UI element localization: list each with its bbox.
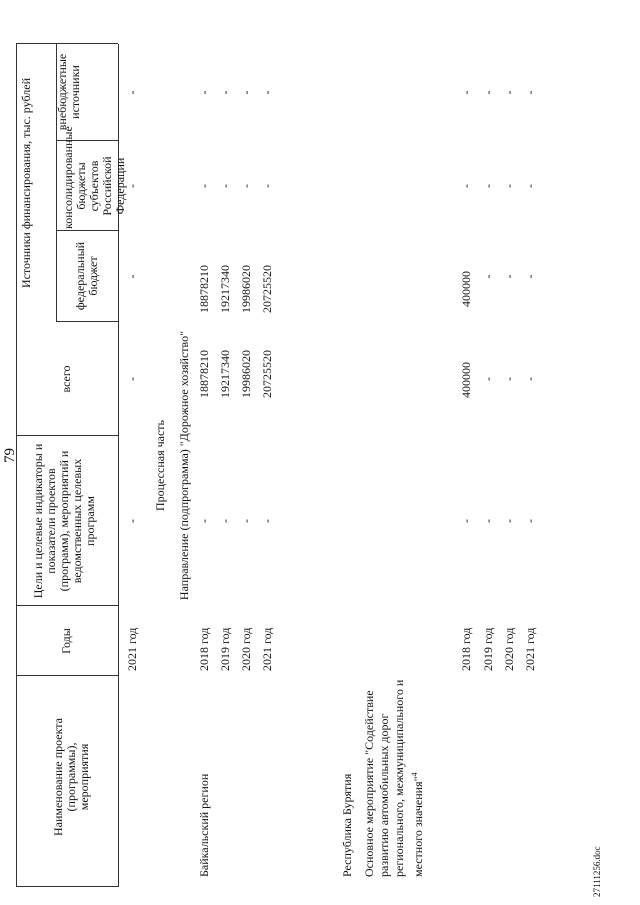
header-name: Наименование проекта (программы), мероприятия <box>51 717 91 837</box>
baikal-goals-2020: - <box>239 519 253 523</box>
buryatia-extra-2019: - <box>481 90 495 95</box>
baikal-total-2020: 19986020 <box>239 350 253 398</box>
header-regional: консолидированные бюджеты субъектов Российской Федерации <box>61 126 127 229</box>
buryatia-goals-2020: - <box>502 519 516 523</box>
baikal-federal-2019: 19217340 <box>218 265 232 313</box>
top-row-total: - <box>125 377 139 381</box>
baikal-regional-2020: - <box>239 184 253 188</box>
footnote-marker: 4 <box>410 772 419 777</box>
header-extra: внебюджетные источники <box>55 53 82 131</box>
baikal-extra-2018: - <box>197 90 211 95</box>
buryatia-year-2020: 2020 год <box>502 627 516 671</box>
baikal-goals-2021: - <box>260 519 274 523</box>
baikal-year-2020: 2020 год <box>239 627 253 671</box>
buryatia-federal-2021: - <box>523 274 537 279</box>
page-number: 79 <box>2 448 18 463</box>
buryatia-year-2021: 2021 год <box>523 627 537 671</box>
col-divider-federal <box>56 230 118 231</box>
footer-doc-id: 27111256.doc <box>592 846 602 897</box>
buryatia-federal-2019: - <box>481 274 495 279</box>
buryatia-total-2021: - <box>523 377 537 381</box>
buryatia-goals-2019: - <box>481 519 495 523</box>
buryatia-year-2019: 2019 год <box>481 627 495 671</box>
buryatia-extra-2021: - <box>523 90 537 95</box>
buryatia-total-2020: - <box>502 377 516 381</box>
buryatia-goals-2018: - <box>459 519 473 523</box>
buryatia-regional-2019: - <box>481 184 495 188</box>
baikal-total-2021: 20725520 <box>260 350 274 398</box>
buryatia-total-2018: 400000 <box>459 362 473 398</box>
funding-table <box>16 44 616 887</box>
baikal-regional-2021: - <box>260 184 274 188</box>
baikal-federal-2021: 20725520 <box>260 265 274 313</box>
buryatia-measure <box>362 677 426 877</box>
section-process: Процессная часть <box>153 419 167 512</box>
header-federal: федеральный бюджет <box>73 241 100 311</box>
baikal-year-2021: 2021 год <box>260 627 274 671</box>
top-row-federal: - <box>125 274 139 279</box>
baikal-federal-2020: 19986020 <box>239 265 253 313</box>
header-goals: Цели и целевые индикаторы и показатели проектов (программ), мероприятий и ведомственных целевых программ <box>31 443 97 599</box>
buryatia-extra-2018: - <box>459 90 473 95</box>
header-funding: Источники финансирования, тыс. рублей <box>19 77 33 289</box>
buryatia-regional-2018: - <box>459 184 473 188</box>
baikal-year-2018: 2018 год <box>197 627 211 671</box>
buryatia-extra-2020: - <box>502 90 516 95</box>
baikal-year-2019: 2019 год <box>218 627 232 671</box>
baikal-total-2019: 19217340 <box>218 350 232 398</box>
section-direction: Направление (подпрограмма) "Дорожное хозяйство" <box>177 330 191 601</box>
baikal-total-2018: 18878210 <box>197 350 211 398</box>
baikal-extra-2021: - <box>260 90 274 95</box>
baikal-name: Байкальский регион <box>197 773 211 877</box>
table-left-border <box>16 886 118 887</box>
baikal-goals-2018: - <box>197 519 211 523</box>
buryatia-federal-2020: - <box>502 274 516 279</box>
top-row-regional: - <box>125 184 139 188</box>
baikal-regional-2019: - <box>218 184 232 188</box>
buryatia-measure-text: Основное мероприятие "Содействие развитию автомобильных дорог регионального, межмуниципального и местного значения" <box>362 679 425 877</box>
top-row-year: 2021 год <box>125 627 139 671</box>
header-total: всего <box>59 365 73 393</box>
buryatia-regional-2020: - <box>502 184 516 188</box>
baikal-extra-2019: - <box>218 90 232 95</box>
buryatia-regional-2021: - <box>523 184 537 188</box>
buryatia-year-2018: 2018 год <box>459 627 473 671</box>
baikal-goals-2019: - <box>218 519 232 523</box>
buryatia-region: Республика Бурятия <box>340 773 354 877</box>
top-row-goals: - <box>125 519 139 523</box>
baikal-extra-2020: - <box>239 90 253 95</box>
buryatia-federal-2018: 400000 <box>459 271 473 307</box>
buryatia-goals-2021: - <box>523 519 537 523</box>
header-top-border <box>16 44 17 887</box>
top-row-extra: - <box>125 90 139 95</box>
baikal-regional-2018: - <box>197 184 211 188</box>
buryatia-total-2019: - <box>481 377 495 381</box>
header-years: Годы <box>59 628 73 654</box>
baikal-federal-2018: 18878210 <box>197 265 211 313</box>
